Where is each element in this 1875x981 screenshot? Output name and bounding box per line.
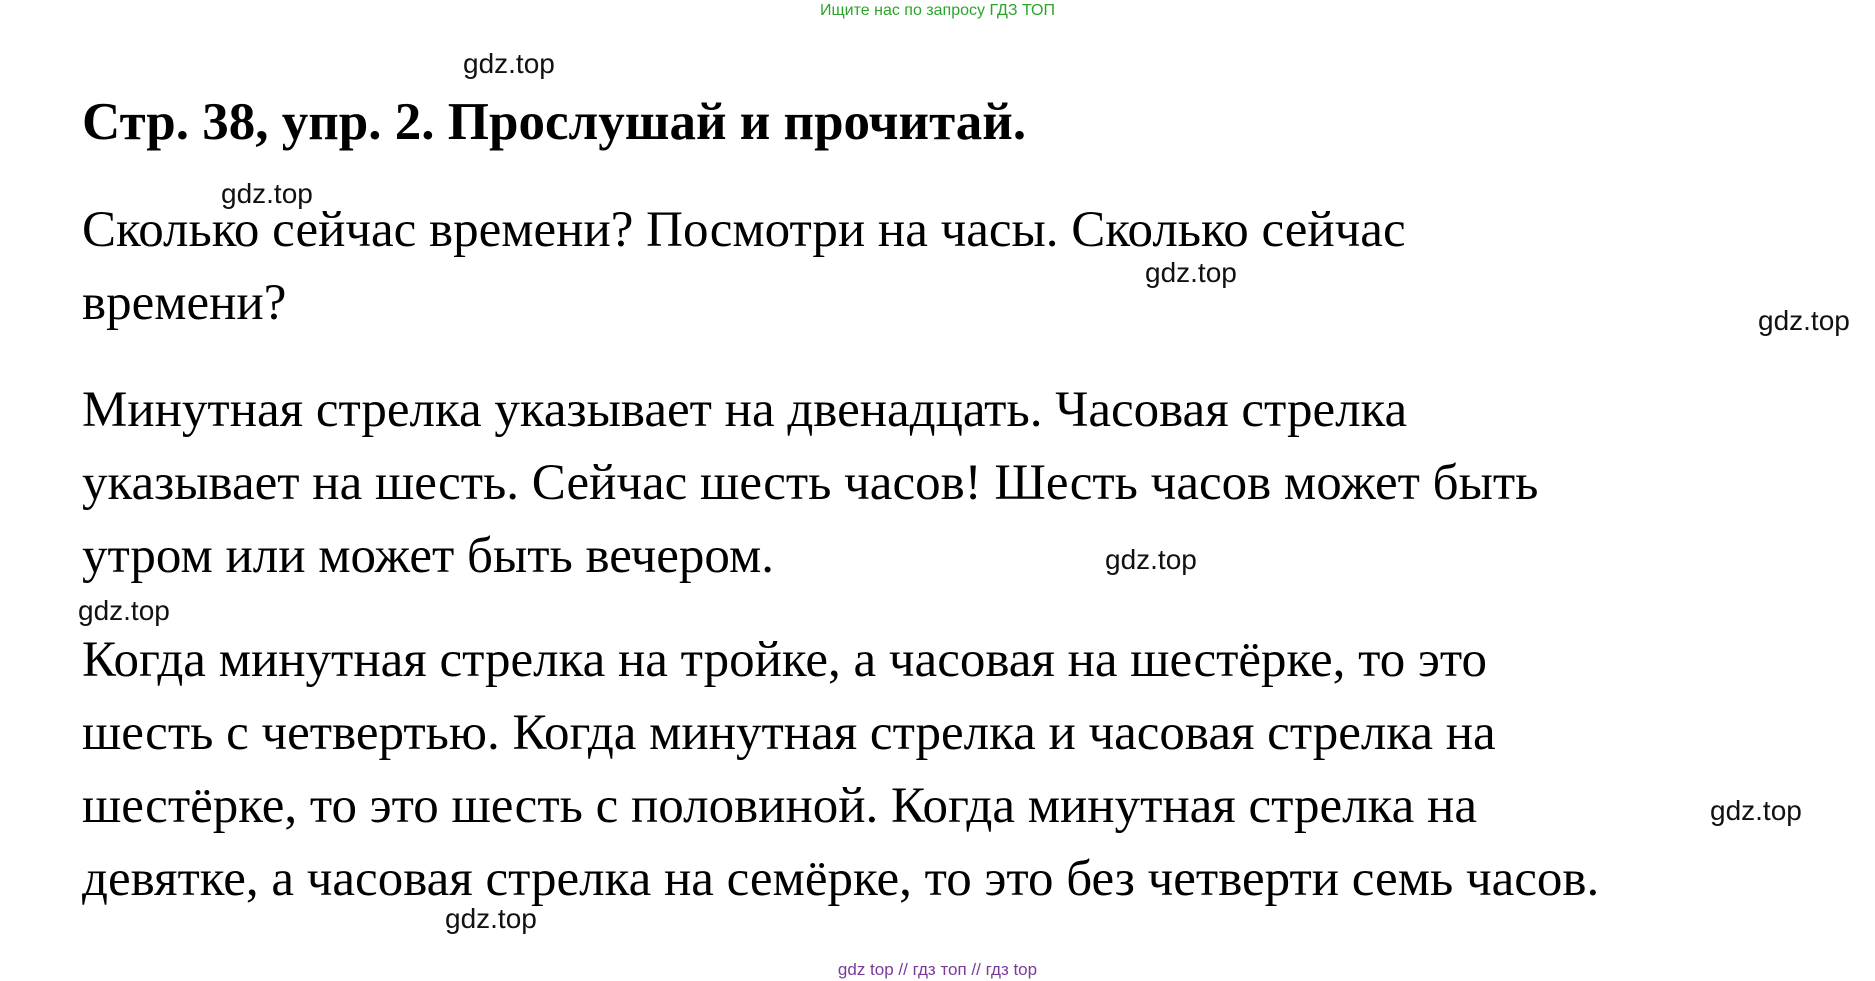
watermark: gdz.top <box>1710 795 1802 826</box>
page-title: Стр. 38, упр. 2. Прослушай и прочитай. <box>82 93 1027 151</box>
paragraph-line: шестёрке, то это шесть с половиной. Когда минутная стрелка на <box>82 778 1477 834</box>
paragraph-line: указывает на шесть. Сейчас шесть часов! Шесть часов может быть <box>82 455 1539 511</box>
footer: gdz top // гдз топ // гдз top <box>837 960 1038 979</box>
paragraph-line: Сколько сейчас времени? Посмотри на часы. Сколько сейчас <box>82 202 1406 258</box>
top-banner: Ищите нас по запросу ГДЗ ТОП <box>820 2 1055 19</box>
paragraph-3 <box>82 624 1599 916</box>
paragraph-line: девятке, а часовая стрелка на семёрке, то это без четверти семь часов. <box>82 851 1600 907</box>
watermark: gdz.top <box>445 903 537 934</box>
watermark: gdz.top <box>78 595 170 626</box>
paragraph-line: утром или может быть вечером. <box>82 528 774 584</box>
paragraph-line: шесть с четвертью. Когда минутная стрелка и часовая стрелка на <box>82 705 1496 761</box>
paragraph-line: Когда минутная стрелка на тройке, а часовая на шестёрке, то это <box>82 632 1488 688</box>
watermark: gdz.top <box>1145 257 1237 288</box>
watermark: gdz.top <box>221 178 313 209</box>
watermark: gdz.top <box>1758 305 1850 336</box>
watermark: gdz.top <box>463 48 555 79</box>
watermark: gdz.top <box>1105 544 1197 575</box>
paragraph-2 <box>82 374 1538 593</box>
paragraph-line: Минутная стрелка указывает на двенадцать. Часовая стрелка <box>82 382 1408 438</box>
paragraph-line: времени? <box>82 275 287 331</box>
